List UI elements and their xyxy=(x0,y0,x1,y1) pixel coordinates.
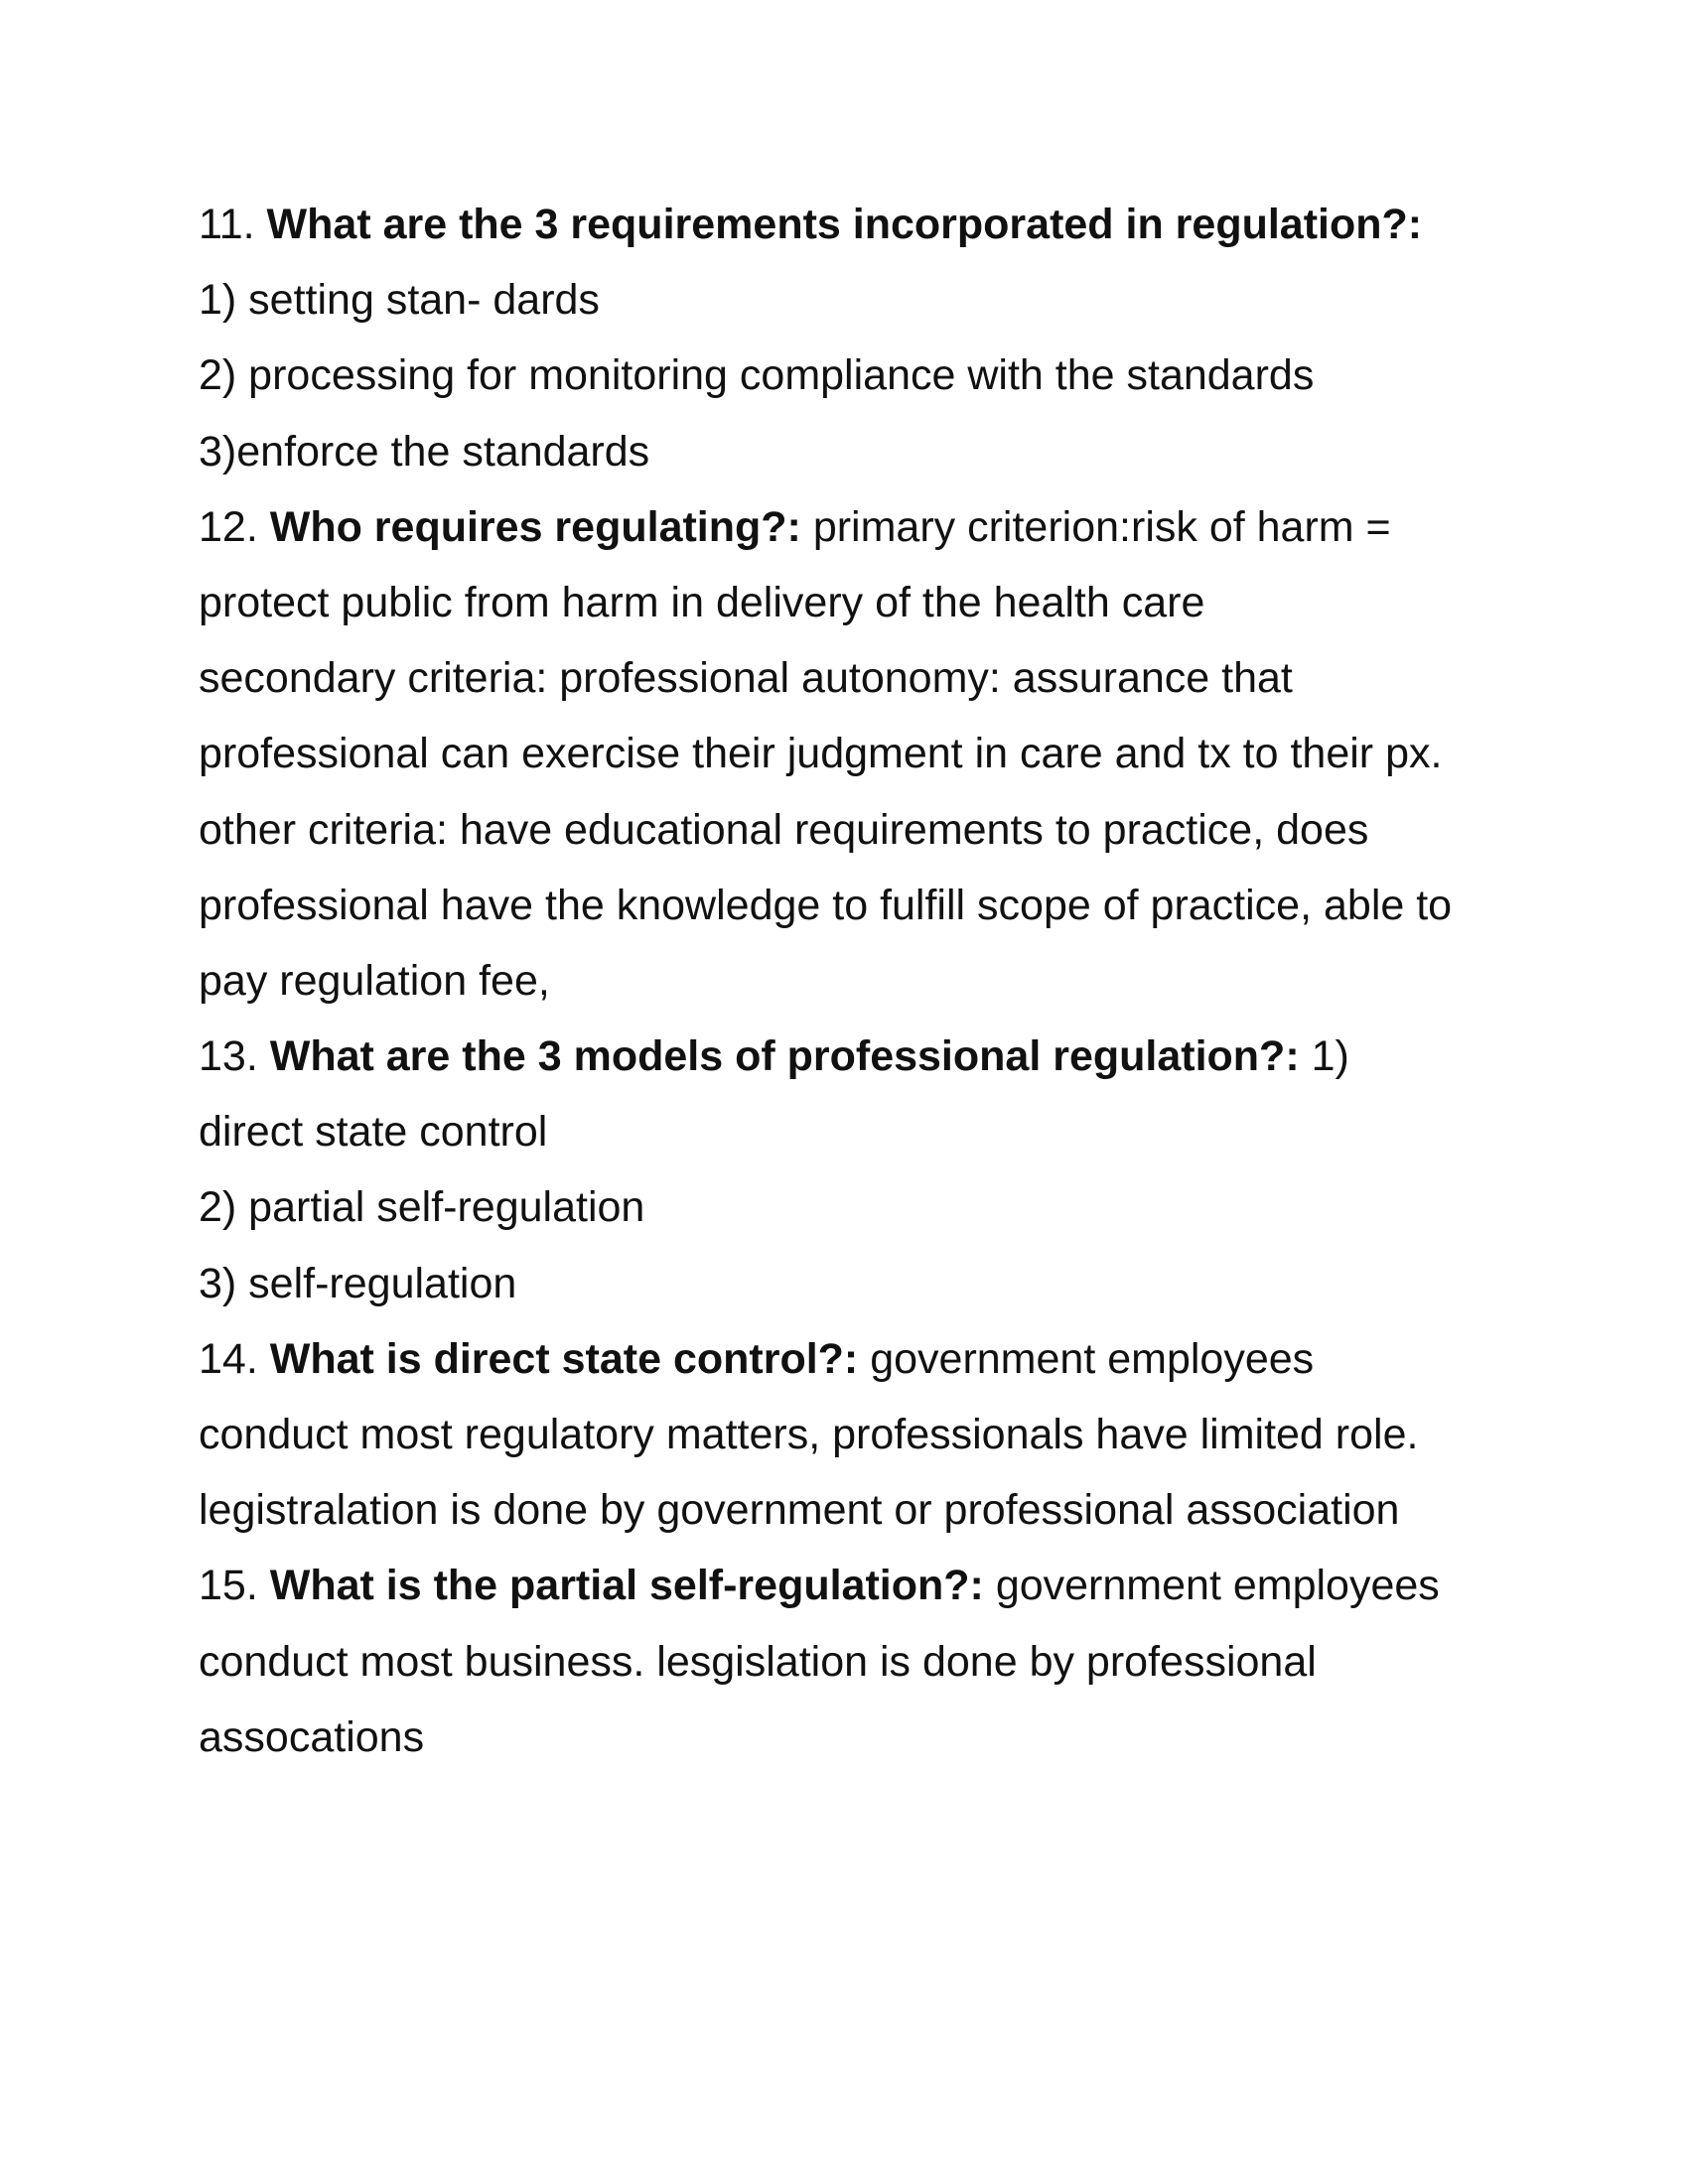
qa-entry-11 xyxy=(199,187,1509,489)
answer-line: professional can exercise their judgment in care and tx to their px. xyxy=(199,730,1443,778)
answer-line: 2) partial self-regulation xyxy=(199,1183,645,1232)
answer-line: professional have the knowledge to fulfill scope of practice, able to xyxy=(199,881,1453,929)
answer-line: assocations xyxy=(199,1712,425,1761)
question-line xyxy=(199,1019,1509,1094)
answer-line: conduct most regulatory matters, professionals have limited role. xyxy=(199,1411,1419,1458)
question-number: 12. xyxy=(199,502,258,551)
answer-line: 2) processing for monitoring compliance with the standards xyxy=(199,351,1315,400)
question-text: What are the 3 models of professional regulation?: xyxy=(269,1032,1300,1081)
qa-entry-14 xyxy=(199,1321,1509,1549)
answer-inline: government employees xyxy=(995,1562,1440,1610)
answer-line: protect public from harm in delivery of the health care xyxy=(199,578,1205,626)
question-number: 14. xyxy=(199,1334,258,1383)
question-text: What are the 3 requirements incorporated in regulation?: xyxy=(266,201,1423,248)
question-line xyxy=(199,1321,1509,1397)
answer-line: 3) self-regulation xyxy=(199,1259,517,1307)
question-number: 11. xyxy=(199,201,255,248)
answer-line: legistralation is done by government or professional association xyxy=(199,1486,1400,1535)
answer-inline: government employees xyxy=(870,1334,1315,1383)
answer-inline: 1) xyxy=(1311,1032,1349,1081)
qa-entry-12 xyxy=(199,489,1509,1019)
question-line xyxy=(199,1548,1509,1623)
answer-line: pay regulation fee, xyxy=(199,956,550,1005)
answer-line: 1) setting stan- dards xyxy=(199,276,600,325)
qa-entry-15 xyxy=(199,1548,1509,1775)
answer-line: direct state control xyxy=(199,1108,548,1157)
answer-inline: primary criterion:risk of harm = xyxy=(812,502,1391,551)
answer-line: other criteria: have educational requirements to practice, does xyxy=(199,805,1369,854)
question-number: 13. xyxy=(199,1032,258,1081)
question-text: What is the partial self-regulation?: xyxy=(269,1562,984,1610)
answer-line: conduct most business. lesgislation is done by professional xyxy=(199,1637,1317,1686)
question-text: What is direct state control?: xyxy=(269,1334,859,1383)
question-line xyxy=(199,489,1509,565)
answer-line: 3)enforce the standards xyxy=(199,427,650,476)
answer-line: secondary criteria: professional autonomy: assurance that xyxy=(199,654,1293,703)
document-page xyxy=(199,187,1509,1775)
qa-entry-13 xyxy=(199,1019,1509,1321)
question-text: Who requires regulating?: xyxy=(269,502,801,551)
question-number: 15. xyxy=(199,1562,258,1610)
question-line xyxy=(199,187,1509,262)
